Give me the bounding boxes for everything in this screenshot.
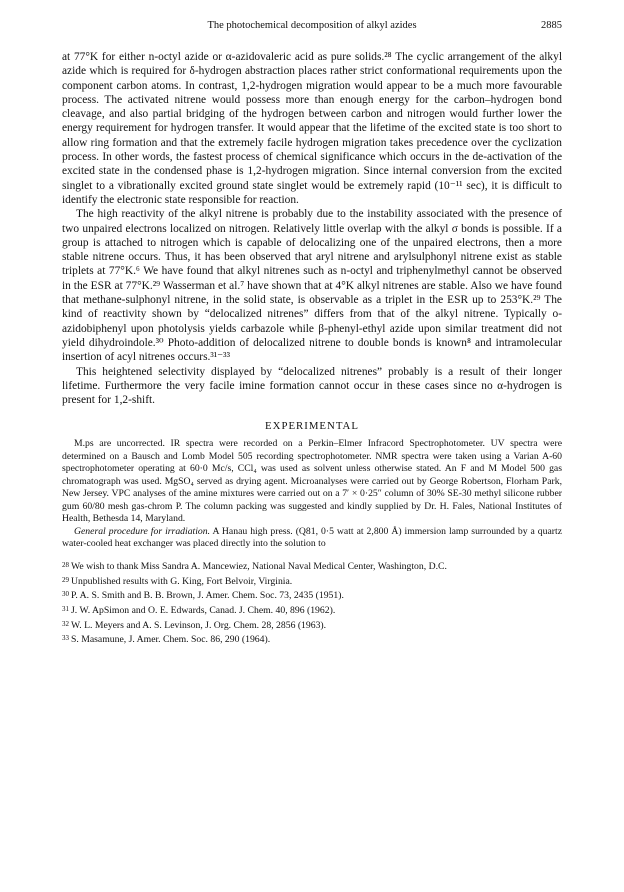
- page-number: 2885: [541, 20, 562, 31]
- footnote: [62, 574, 562, 589]
- footnote: [62, 618, 562, 633]
- experimental-paragraph: [62, 526, 562, 551]
- journal-page: [62, 20, 562, 647]
- footnote-mark: 30: [62, 590, 69, 599]
- procedure-lead: General procedure for irradiation.: [74, 525, 211, 537]
- footnote: [62, 603, 562, 618]
- page-header: [62, 20, 562, 40]
- footnote: [62, 559, 562, 574]
- footnote-mark: 31: [62, 605, 69, 614]
- body-paragraph: This heightened selectivity displayed by “delocalized nitrenes” probably is a result of their longer lifetime. Furthermore the very facile imine formation cannot occur in these cases since no α-hydrogen is present for 1,2-shift.: [62, 365, 562, 407]
- body-paragraph: The high reactivity of the alkyl nitrene is probably due to the instability associated with the presence of two unpaired electrons localized on nitrogen. Relatively little overlap with the alkyl σ bonds is possible. If a group is attached to nitrogen which is capable of delocalizing one of the unpaired electrons, then a more stable nitrene occurs. Thus, it has been observed that aryl nitrene and arylsulphonyl nitrene exist as stable triplets at 77°K.⁶ We have found that alkyl nitrenes such as n-octyl and triphenylmethyl cannot be observed in the ESR at 77°K.²⁹ Wasserman et al.⁷ have shown that at 4°K alkyl nitrenes are stable. Also we have found that methane-sulphonyl nitrene, in the solid state, is observable as a triplet in the ESR up to 253°K.²⁹ The kind of reactivity shown by “delocalized nitrenes” differs from that of the alkyl nitrene. Typically o-azidobiphenyl upon photolysis yields carbazole while β-phenyl-ethyl azide upon similar treatment did not yield dihydroindole.³⁰ Photo-addition of delocalized nitrene to double bonds is known⁸ and intramolecular insertion of acyl nitrenes occurs.³¹⁻³³: [62, 208, 562, 364]
- footnote-mark: 32: [62, 619, 69, 628]
- footnotes: [62, 559, 562, 647]
- footnote-mark: 29: [62, 575, 69, 584]
- section-heading-experimental: EXPERIMENTAL: [265, 420, 359, 433]
- footnote: [62, 632, 562, 647]
- experimental-section: [62, 438, 562, 551]
- footnote-text: W. L. Meyers and A. S. Levinson, J. Org. Chem. 28, 2856 (1963).: [71, 619, 327, 631]
- footnote-text: Unpublished results with G. King, Fort Belvoir, Virginia.: [71, 575, 293, 587]
- procedure-text: A Hanau high press. (Q81, 0·5 watt at 2,800 Å) immersion lamp surrounded by a quartz water-cooled heat exchanger was placed directly into the solution to: [62, 525, 563, 550]
- footnote-mark: 28: [62, 560, 69, 569]
- footnote: [62, 588, 562, 603]
- body-paragraph: at 77°K for either n-octyl azide or α-azidovaleric acid as pure solids.²⁸ The cyclic arrangement of the alkyl azide which is required for δ-hydrogen abstraction places rather strict conformational requirements upon the component carbon atoms. In contrast, 1,2-hydrogen migration would appear to be a much more favourable process. The activated nitrene would possess more than enough energy for the carbon–hydrogen bond cleavage, and also partial bridging of the hydrogen between carbon and nitrogen would further lower the energy requirement for hydrogen transfer. It would appear that the lifetime of the excited state is too short to allow ring formation and that the extremely facile hydrogen migration takes precedence over the cyclization process. In other words, the fastest process of chemical significance which occurs in the de-activation of the excited state in the condensed phase is 1,2-hydrogen migration. Since internal conversion from the excited singlet to a vibrationally excited ground state singlet would be extremely rapid (10⁻¹¹ sec), it is difficult to identify the electronic state responsible for reaction.: [62, 51, 562, 206]
- footnote-mark: 33: [62, 634, 69, 643]
- body-text: [62, 50, 562, 407]
- footnote-text: P. A. S. Smith and B. B. Brown, J. Amer. Chem. Soc. 73, 2435 (1951).: [71, 590, 344, 602]
- footnote-text: J. W. ApSimon and O. E. Edwards, Canad. J. Chem. 40, 896 (1962).: [71, 605, 336, 617]
- footnote-text: We wish to thank Miss Sandra A. Mancewiez, National Naval Medical Center, Washington, D.C.: [71, 560, 447, 572]
- running-title: The photochemical decomposition of alkyl azides: [207, 20, 417, 31]
- footnote-text: S. Masamune, J. Amer. Chem. Soc. 86, 290 (1964).: [71, 634, 271, 646]
- experimental-paragraph: M.ps are uncorrected. IR spectra were recorded on a Perkin–Elmer Infracord Spectrophotometer. UV spectra were determined on a Bausch and Lomb Model 505 recording spectrophotometer. NMR spectra were taken using a Varian A-60 spectrophotometer operating at 60·0 Mc/s, CCl₄ was used as solvent unless otherwise stated. An F and M Model 500 gas chromatograph was used. MgSO₄ served as drying agent. Microanalyses were carried out by George Robertson, Florham Park, New Jersey. VPC analyses of the amine mixtures were carried out on a 7′ × 0·25″ column of 30% SE-30 methyl silicone rubber gum 60/80 mesh gas-chrom P. The column packing was suggested and kindly supplied by Dr. H. Fales, National Institutes of Health, Bethesda 14, Maryland.: [62, 438, 562, 525]
